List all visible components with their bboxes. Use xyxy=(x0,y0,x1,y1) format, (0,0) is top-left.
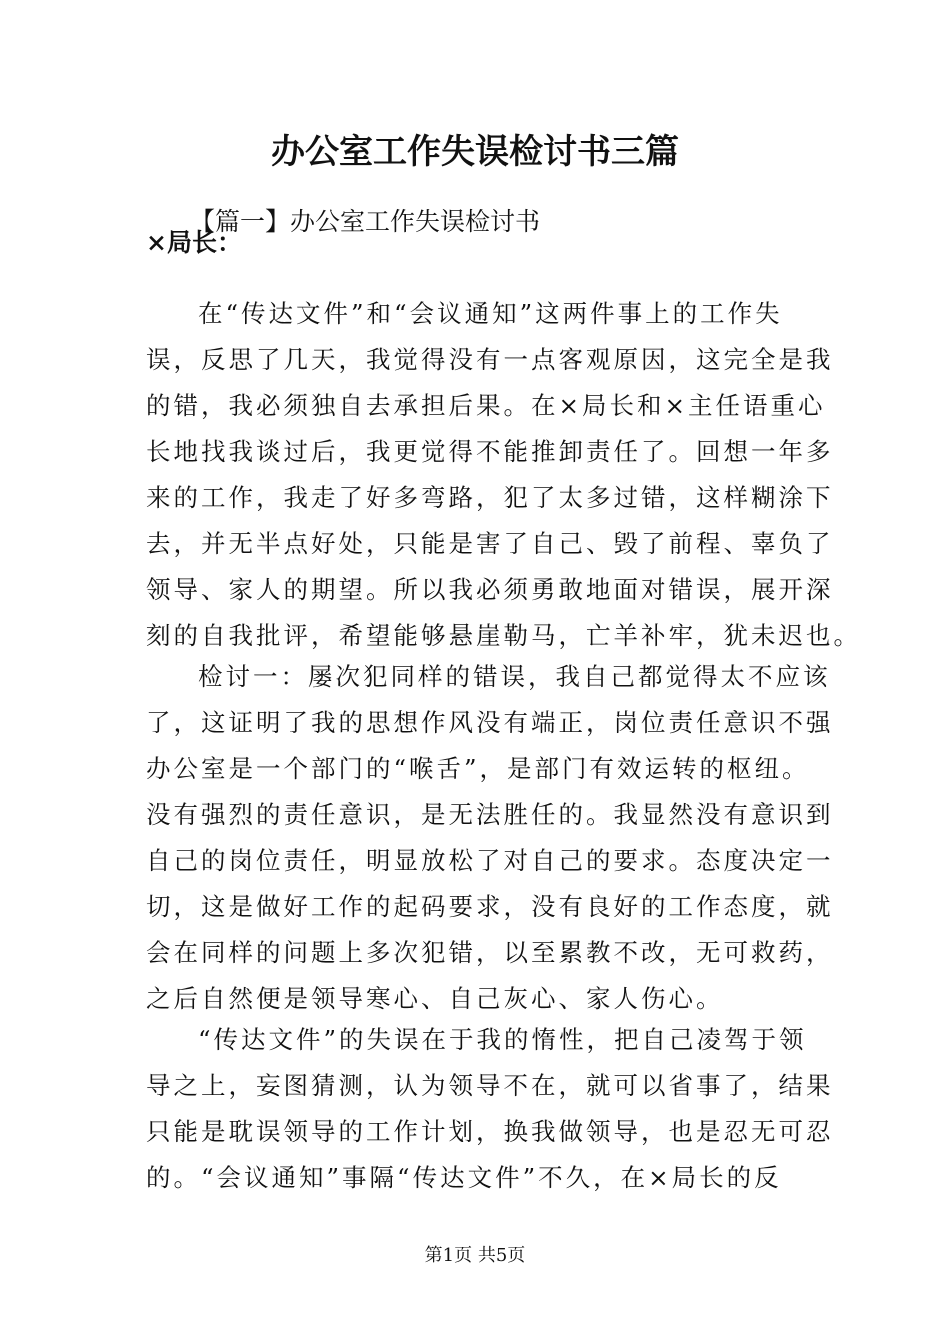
paragraph-line: 导之上，妄图猜测，认为领导不在，就可以省事了，结果 xyxy=(146,1071,834,1100)
paragraph-line: 会在同样的问题上多次犯错，以至累教不改，无可救药， xyxy=(146,938,834,967)
paragraph-line: 的。“会议通知”事隔“传达文件”不久，在×局长的反 xyxy=(146,1163,782,1192)
section-heading: 【篇一】办公室工作失误检讨书 xyxy=(190,207,541,236)
paragraph-line: 自己的岗位责任，明显放松了对自己的要求。态度决定一 xyxy=(146,846,834,875)
paragraph-line: 只能是耽误领导的工作计划，换我做领导，也是忍无可忍 xyxy=(146,1117,834,1146)
paragraph-line: 领导、家人的期望。所以我必须勇敢地面对错误，展开深 xyxy=(146,575,834,604)
paragraph-line: 检讨一：屡次犯同样的错误，我自己都觉得太不应该 xyxy=(198,662,831,691)
paragraph-line: 去，并无半点好处，只能是害了自己、毁了前程、辜负了 xyxy=(146,529,834,558)
paragraph-line: 之后自然便是领导寒心、自己灰心、家人伤心。 xyxy=(146,984,724,1013)
paragraph-line: 切，这是做好工作的起码要求，没有良好的工作态度，就 xyxy=(146,892,834,921)
body-paragraph-1 xyxy=(146,291,861,659)
paragraph-line: 误，反思了几天，我觉得没有一点客观原因，这完全是我 xyxy=(146,345,834,374)
document-title: 办公室工作失误检讨书三篇 xyxy=(271,132,679,172)
paragraph-line: 在“传达文件”和“会议通知”这两件事上的工作失 xyxy=(198,299,783,328)
paragraph-line: 刻的自我批评，希望能够悬崖勒马，亡羊补牢，犹未迟也。 xyxy=(146,621,861,650)
page-footer: 第1页 共5页 xyxy=(424,1245,526,1266)
paragraph-line: 来的工作，我走了好多弯路，犯了太多过错，这样糊涂下 xyxy=(146,483,834,512)
paragraph-line: 办公室是一个部门的“喉舌”，是部门有效运转的枢纽。 xyxy=(146,754,810,783)
paragraph-line: 没有强烈的责任意识，是无法胜任的。我显然没有意识到 xyxy=(146,800,834,829)
body-paragraph-3 xyxy=(146,1017,834,1201)
paragraph-line: 长地找我谈过后，我更觉得不能推卸责任了。回想一年多 xyxy=(146,437,834,466)
paragraph-line: 了，这证明了我的思想作风没有端正，岗位责任意识不强 xyxy=(146,708,834,737)
paragraph-line: 的错，我必须独自去承担后果。在×局长和×主任语重心 xyxy=(146,391,826,420)
body-paragraph-2 xyxy=(146,654,834,1022)
salutation: ×局长： xyxy=(146,228,242,257)
paragraph-line: “传达文件”的失误在于我的惰性，把自己凌驾于领 xyxy=(198,1025,807,1054)
